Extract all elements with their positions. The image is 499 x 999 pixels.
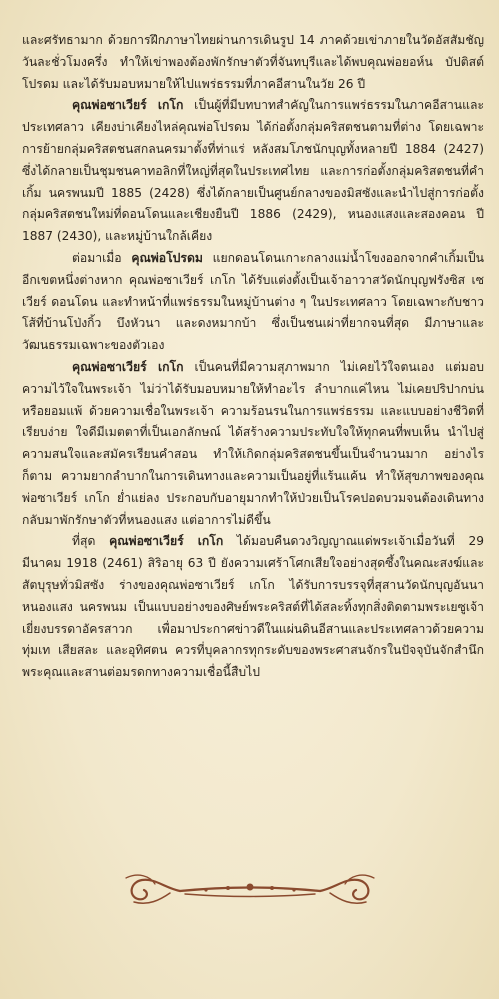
paragraph-3-name: คุณพ่อโปรดม xyxy=(131,250,203,265)
decorative-scroll-ornament-icon xyxy=(110,866,390,916)
paragraph-4 xyxy=(22,357,484,531)
paragraph-4-text: เป็นคนที่มีความสุภาพมาก ไม่เคยไว้ใจตนเอง แต่มอบความไว้ใจในพระเจ้า ไม่ว่าได้รับมอบหมายให้ทำอะไร ลำบากแค่ไหน ไม่เคยปริปากบ่นหรือยอมแพ้ ด้วยความเชื่อในพระเจ้า ความร้อนรนในการแพร่ธรรม และแบบอย่างชีวิตที่เรียบง่าย ใจดีมีเมตตาที่เป็นเอกลักษณ์ ได้สร้างความประทับใจให้ทุกคนที่พบเห็น นำไปสู่ความสนใจและสมัครเรียนคำสอน ทำให้เกิดกลุ่มคริสตชนขึ้นเป็นจำนวนมาก อย่างไรก็ตาม ความยากลำบากในการเดินทางและความเป็นอยู่ที่แร้นแค้น ทำให้สุขภาพของคุณพ่อซาเวียร์ เกโก ย่ำแย่ลง ประกอบกับอายุมากทำให้ป่วยเป็นโรคปอดบวมจนต้องเดินทางกลับมาพักรักษาตัวที่หนองแสง แต่อาการไม่ดีขึ้น xyxy=(22,359,484,527)
paragraph-2 xyxy=(22,95,484,248)
document-body xyxy=(22,30,484,684)
paragraph-5-prefix: ที่สุด xyxy=(72,534,110,549)
paragraph-5-text: ได้มอบคืนดวงวิญญาณแด่พระเจ้าเมื่อวันที่ 29 มีนาคม 1918 (2461) สิริอายุ 63 ปี ยังความเศร้าโศกเสียใจอย่างสุดซึ้งในคณะสงฆ์และสัตบุรุษทั่วมิสซัง ร่างของคุณพ่อซาเวียร์ เกโก ได้รับการบรรจุที่สุสานวัดนักบุญอันนา หนองแสง นครพนม เป็นแบบอย่างของศิษย์พระคริสต์ที่ได้สละทิ้งทุกสิ่งติดตามพระเยซูเจ้าเยี่ยงบรรดาอัครสาวก เพื่อมาประกาศข่าวดีในแผ่นดินอีสานและประเทศลาวด้วยความทุ่มเท เสียสละ และอุทิศตน ควรที่บุคลากรทุกระดับของพระศาสนจักรในปัจจุบันจักสำนึกพระคุณและสานต่อมรดกทางความเชื่อนี้สืบไป xyxy=(22,534,484,680)
paragraph-1-text: และศรัทธามาก ด้วยการฝึกภาษาไทยผ่านการเดินรูป 14 ภาคด้วยเข่าภายในวัดอัสสัมชัญวันละชั่วโมงครึ่ง ทำให้เข่าพองต้องพักรักษาตัวที่จันทบุรีและได้พบคุณพ่อยอห์น บัปติสต์ โปรดม และได้รับมอบหมายให้ไปแพร่ธรรมที่ภาคอีสานในวัย 26 ปี xyxy=(22,33,484,91)
paragraph-5 xyxy=(22,531,484,684)
paragraph-5-name: คุณพ่อซาเวียร์ เกโก xyxy=(109,534,224,549)
paragraph-2-name: คุณพ่อซาเวียร์ เกโก xyxy=(72,98,184,113)
paragraph-1 xyxy=(22,30,484,95)
paragraph-2-text: เป็นผู้ที่มีบทบาทสำคัญในการแพร่ธรรมในภาคอีสานและประเทศลาว เคียงบ่าเคียงไหล่คุณพ่อโปรดม ได้ก่อตั้งกลุ่มคริสตชนตามที่ต่าง โดยเฉพาะการย้ายกลุ่มคริสตชนสกลนครมาตั้งที่ท่าแร่ หลังสมโภชนักบุญทั้งหลายปี 1884 (2427) ซึ่งได้กลายเป็นชุมชนคาทอลิกที่ใหญ่ที่สุดในประเทศไทย และการก่อตั้งกลุ่มคริสตชนที่คำเกิ้ม นครพนมปี 1885 (2428) ซึ่งได้กลายเป็นศูนย์กลางของมิสซังและนำไปสู่การก่อตั้งกลุ่มคริสตชนใหม่ที่ดอนโดนและเชียงยืนปี 1886 (2429), หนองแสงและสองคอน ปี 1887 (2430), และหมู่บ้านใกล้เคียง xyxy=(22,98,484,244)
paragraph-3 xyxy=(22,248,484,357)
paragraph-3-text: แยกดอนโดนเกาะกลางแม่น้ำโขงออกจากคำเกิ้มเป็นอีกเขตหนึ่งต่างหาก คุณพ่อซาเวียร์ เกโก ได้รับแต่งตั้งเป็นเจ้าอาวาสวัดนักบุญฟรังซิส เซเวียร์ ดอนโดน และทำหน้าที่แพร่ธรรมในหมู่บ้านต่าง ๆ ในประเทศลาว โดยเฉพาะกับชาวโส้ที่บ้านโป่งกิ้ว บึงหัวนา และดงหมากบ้า ซึ่งเป็นชนเผ่าที่ยากจนที่สุด มีภาษาและวัฒนธรรมเฉพาะของตัวเอง xyxy=(22,250,484,353)
paragraph-3-prefix: ต่อมาเมื่อ xyxy=(72,250,132,265)
paragraph-4-name: คุณพ่อซาเวียร์ เกโก xyxy=(72,359,184,374)
